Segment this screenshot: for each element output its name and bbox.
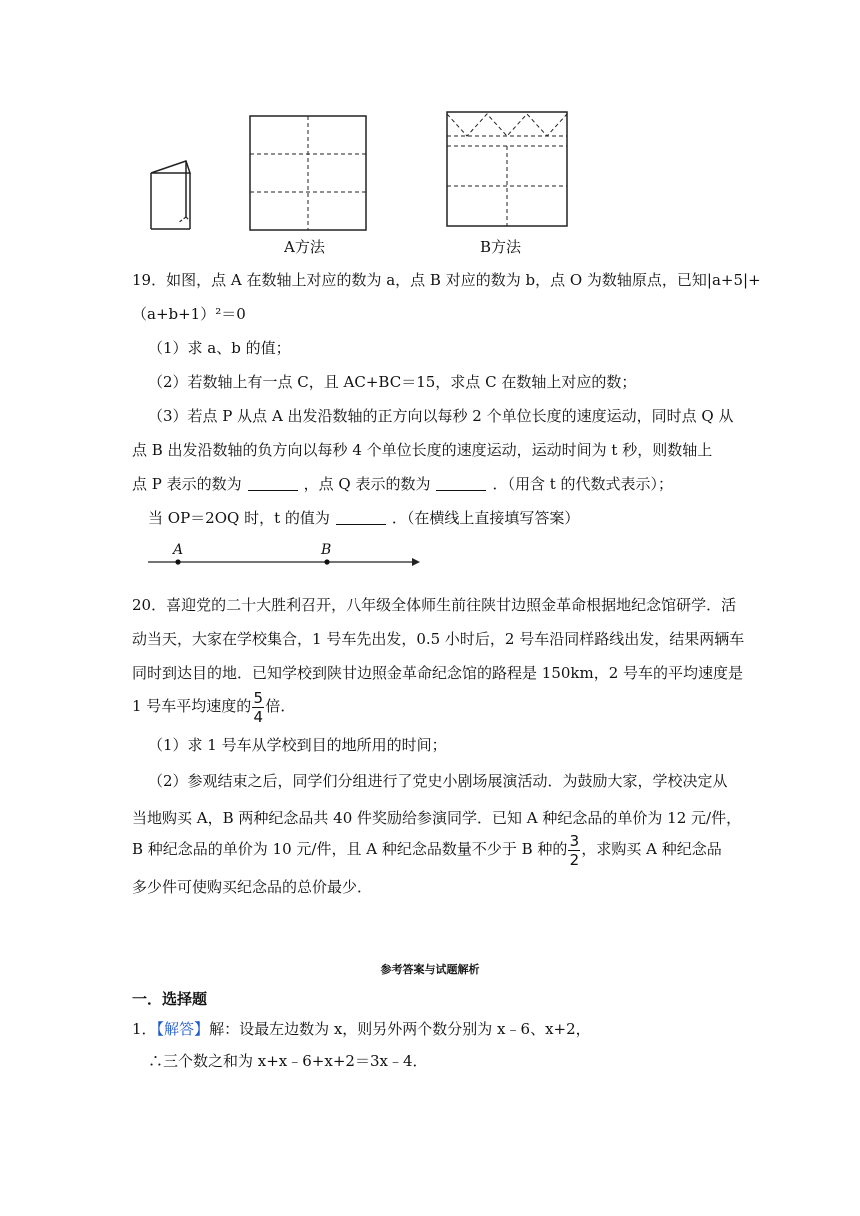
fraction-denominator: 2 xyxy=(569,850,580,869)
section-heading: 一．选择题 xyxy=(132,990,208,1008)
fraction-five-fourths xyxy=(252,690,264,725)
q19-line1: 19．如图，点 A 在数轴上对应的数为 a，点 B 对应的数为 b，点 O 为数轴原点，已知|a+5|+ xyxy=(132,271,761,289)
answers-title: 参考答案与试题解析 xyxy=(380,963,480,976)
answer-1-line2: ∴三个数之和为 x+x﹣6+x+2＝3x﹣4． xyxy=(148,1052,428,1070)
q19-part2: （2）若数轴上有一点 C，且 AC+BC＝15，求点 C 在数轴上对应的数； xyxy=(148,373,637,391)
q20-line1: 20．喜迎党的二十大胜利召开，八年级全体师生前往陕甘边照金革命根据地纪念馆研学．活 xyxy=(132,596,737,614)
q20-part1: （1）求 1 号车从学校到目的地所用的时间； xyxy=(148,736,447,754)
q20-line4-b: 倍． xyxy=(265,697,296,715)
answer-tag: 【解答】 xyxy=(156,1020,210,1038)
q20-line4-a: 1 号车平均速度的 xyxy=(132,697,252,715)
point-b-dot xyxy=(324,559,329,564)
q20-part2-line1: （2）参观结束之后，同学们分组进行了党史小剧场展演活动．为鼓励大家，学校决定从 xyxy=(148,772,728,790)
q19-part3-line2: 点 B 出发沿数轴的负方向以每秒 4 个单位长度的速度运动，运动时间为 t 秒，则数轴上 xyxy=(132,441,713,459)
fraction-denominator: 4 xyxy=(253,707,264,726)
q19-part3-line3-a: 点 P 表示的数为 xyxy=(132,475,242,493)
fraction-numerator: 3 xyxy=(569,831,580,850)
answer-1-prefix: 1． xyxy=(132,1020,157,1038)
method-a-net-figure xyxy=(248,114,368,234)
q19-part3-line4-a: 当 OP＝2OQ 时，t 的值为 xyxy=(148,509,330,527)
q19-part3-line3-c: ．（用含 t 的代数式表示）； xyxy=(492,475,674,493)
q19-part3-line3 xyxy=(132,474,673,494)
fraction-three-halves xyxy=(568,833,580,868)
answer-blank-t xyxy=(336,510,386,525)
answer-blank-q xyxy=(436,476,486,491)
q20-line2: 动当天，大家在学校集合，1 号车先出发，0.5 小时后，2 号车沿同样路线出发，结果两辆车 xyxy=(132,630,745,648)
method-a-caption: A方法 xyxy=(284,238,325,256)
q19-part3-line3-b: ，点 Q 表示的数为 xyxy=(303,475,431,493)
triangular-prism-figure xyxy=(146,155,196,235)
q19-part3-line4-b: ．（在横线上直接填写答案） xyxy=(391,509,580,527)
q20-part2-line2: 当地购买 A，B 两种纪念品共 40 件奖励给参演同学．已知 A 种纪念品的单价为 12 元/件， xyxy=(132,809,742,827)
q19-line2: （a+b+1）²＝0 xyxy=(132,305,246,323)
q19-part3-line1: （3）若点 P 从点 A 出发沿数轴的正方向以每秒 2 个单位长度的速度运动，同时点 Q 从 xyxy=(148,407,734,425)
answer-1-line1 xyxy=(132,1019,591,1039)
point-a-label: A xyxy=(173,542,184,558)
method-b-caption: B方法 xyxy=(480,238,522,256)
method-b-net-figure xyxy=(445,110,571,230)
point-b-label: B xyxy=(321,542,332,558)
answer-1-text: 解：设最左边数为 x，则另外两个数分别为 x﹣6、x+2， xyxy=(209,1020,591,1038)
q20-part2-line3-a: B 种纪念品的单价为 10 元/件，且 A 种纪念品数量不少于 B 种的 xyxy=(132,840,568,858)
q20-line3: 同时到达目的地．已知学校到陕甘边照金革命纪念馆的路程是 150km，2 号车的平均速度是 xyxy=(132,664,744,682)
q20-line4 xyxy=(132,687,295,725)
number-line-figure xyxy=(140,538,430,572)
q20-part2-line3-b: ，求购买 A 种纪念品 xyxy=(581,840,722,858)
point-a-dot xyxy=(175,559,180,564)
q20-part2-line4: 多少件可使购买纪念品的总价最少． xyxy=(132,878,373,896)
q19-part3-line4 xyxy=(148,508,579,528)
q19-part1: （1）求 a、b 的值； xyxy=(148,339,291,357)
fraction-numerator: 5 xyxy=(253,688,264,707)
answer-blank-p xyxy=(248,476,298,491)
q20-part2-line3 xyxy=(132,830,722,868)
